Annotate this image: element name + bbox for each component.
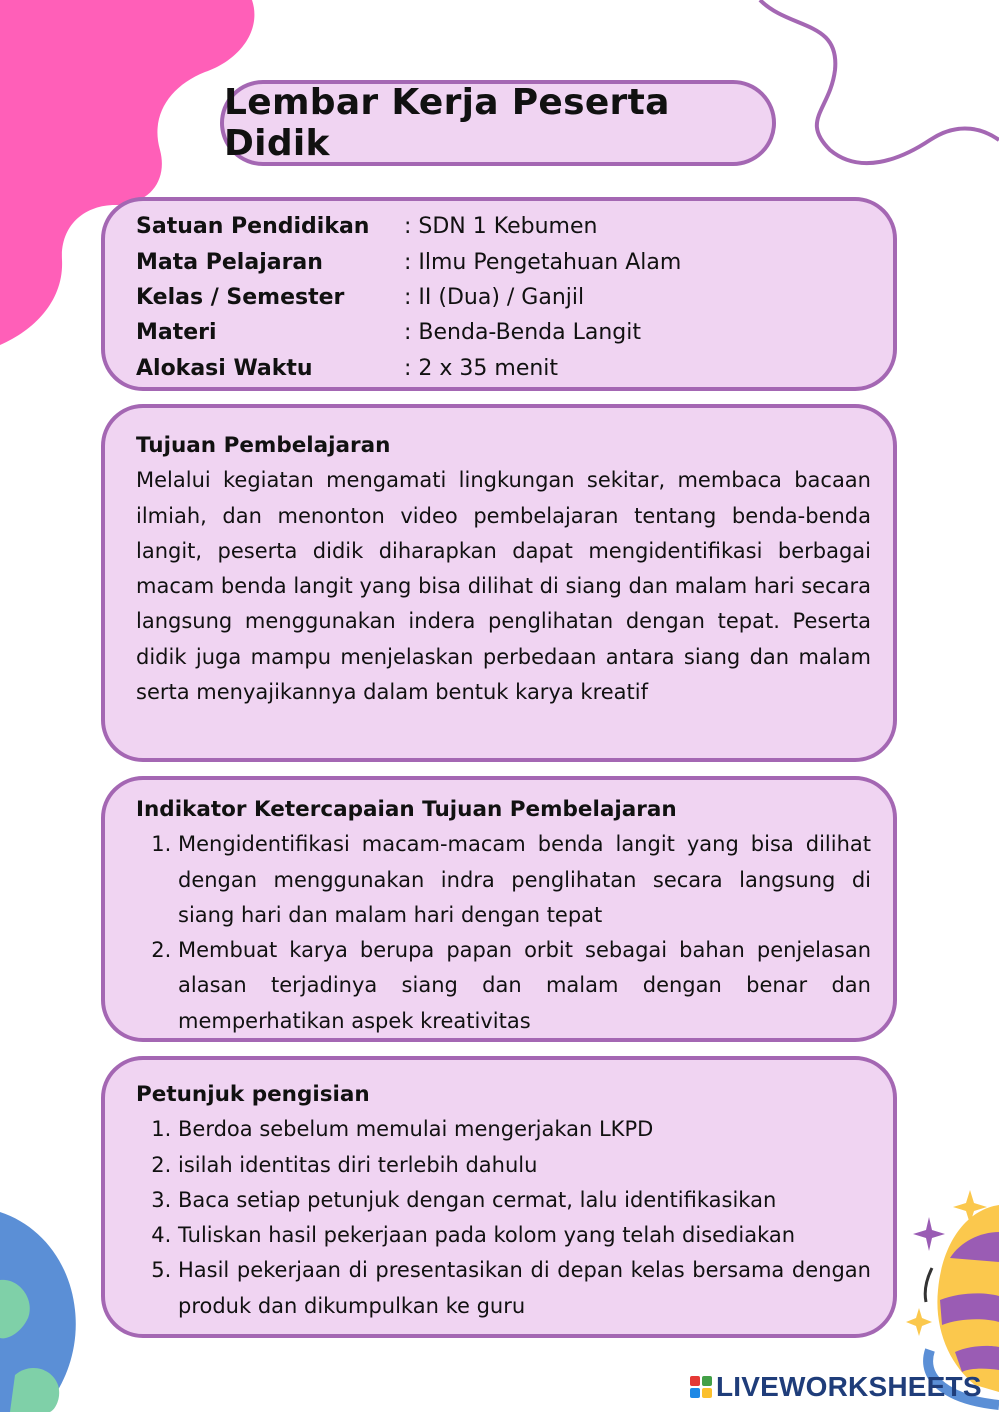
sparkle-icon xyxy=(906,1308,932,1336)
info-row-materi xyxy=(136,315,871,350)
logo-square xyxy=(702,1376,712,1386)
info-value: : II (Dua) / Ganjil xyxy=(404,284,585,310)
logo-square xyxy=(690,1388,700,1398)
identity-card xyxy=(101,197,897,391)
logo-square xyxy=(690,1376,700,1386)
list-item: 2. Membuat karya berupa papan orbit sebagai bahan penjelasan alasan terjadinya siang dan malam dengan benar dan memperhatikan aspek kreativitas xyxy=(178,933,871,1039)
info-row-kelas xyxy=(136,280,871,315)
section-heading: Indikator Ketercapaian Tujuan Pembelajaran xyxy=(136,797,677,822)
info-value: : 2 x 35 menit xyxy=(404,355,559,381)
list-item: 2. isilah identitas diri terlebih dahulu xyxy=(178,1148,871,1183)
title-banner xyxy=(220,80,776,166)
list-item: 5. Hasil pekerjaan di presentasikan di depan kelas bersama dengan produk dan dikumpulkan ke guru xyxy=(178,1253,871,1324)
indicator-card xyxy=(101,776,897,1042)
wavy-line-shape xyxy=(760,0,999,163)
info-label: Materi xyxy=(136,320,217,346)
liveworksheets-logo[interactable] xyxy=(690,1372,982,1402)
logo-mark-icon xyxy=(690,1376,712,1398)
list-item: 1. Berdoa sebelum memulai mengerjakan LKPD xyxy=(178,1112,871,1147)
instructions-card xyxy=(101,1056,897,1338)
info-row-mapel xyxy=(136,244,871,279)
section-heading: Tujuan Pembelajaran xyxy=(136,433,391,458)
info-label: Satuan Pendidikan xyxy=(136,214,370,240)
section-heading: Petunjuk pengisian xyxy=(136,1082,370,1107)
logo-square xyxy=(702,1388,712,1398)
list-item: 1. Mengidentifikasi macam-macam benda langit yang bisa dilihat dengan menggunakan indra penglihatan secara langsung di siang hari dan malam hari dengan tepat xyxy=(178,827,871,933)
info-label: Kelas / Semester xyxy=(136,284,345,310)
info-row-satuan xyxy=(136,209,871,244)
learning-objective-card xyxy=(101,404,897,762)
planet-left-icon xyxy=(0,1212,76,1412)
indicator-list xyxy=(136,827,871,1039)
sparkle-icon xyxy=(913,1217,945,1251)
list-item: 4. Tuliskan hasil pekerjaan pada kolom yang telah disediakan xyxy=(178,1218,871,1253)
list-item: 3. Baca setiap petunjuk dengan cermat, lalu identifikasikan xyxy=(178,1183,871,1218)
info-label: Mata Pelajaran xyxy=(136,249,323,275)
objective-text: Melalui kegiatan mengamati lingkungan sekitar, membaca bacaan ilmiah, dan menonton video pembelajaran tentang benda-benda langit, peserta didik diharapkan dapat mengidentifikasi berbagai macam benda langit yang bisa dilihat di siang dan malam hari secara langsung menggunakan indera penglihatan dengan tepat. Peserta didik juga mampu menjelaskan perbedaan antara siang dan malam serta menyajikannya dalam bentuk karya kreatif xyxy=(136,468,871,705)
logo-text: LIVEWORKSHEETS xyxy=(716,1371,982,1402)
info-value: : SDN 1 Kebumen xyxy=(404,214,598,240)
info-row-alokasi xyxy=(136,351,871,386)
page-title: Lembar Kerja Peserta Didik xyxy=(224,82,670,164)
info-value: : Ilmu Pengetahuan Alam xyxy=(404,249,682,275)
info-value: : Benda-Benda Langit xyxy=(404,320,641,346)
instruction-list xyxy=(136,1112,871,1324)
info-label: Alokasi Waktu xyxy=(136,355,313,381)
